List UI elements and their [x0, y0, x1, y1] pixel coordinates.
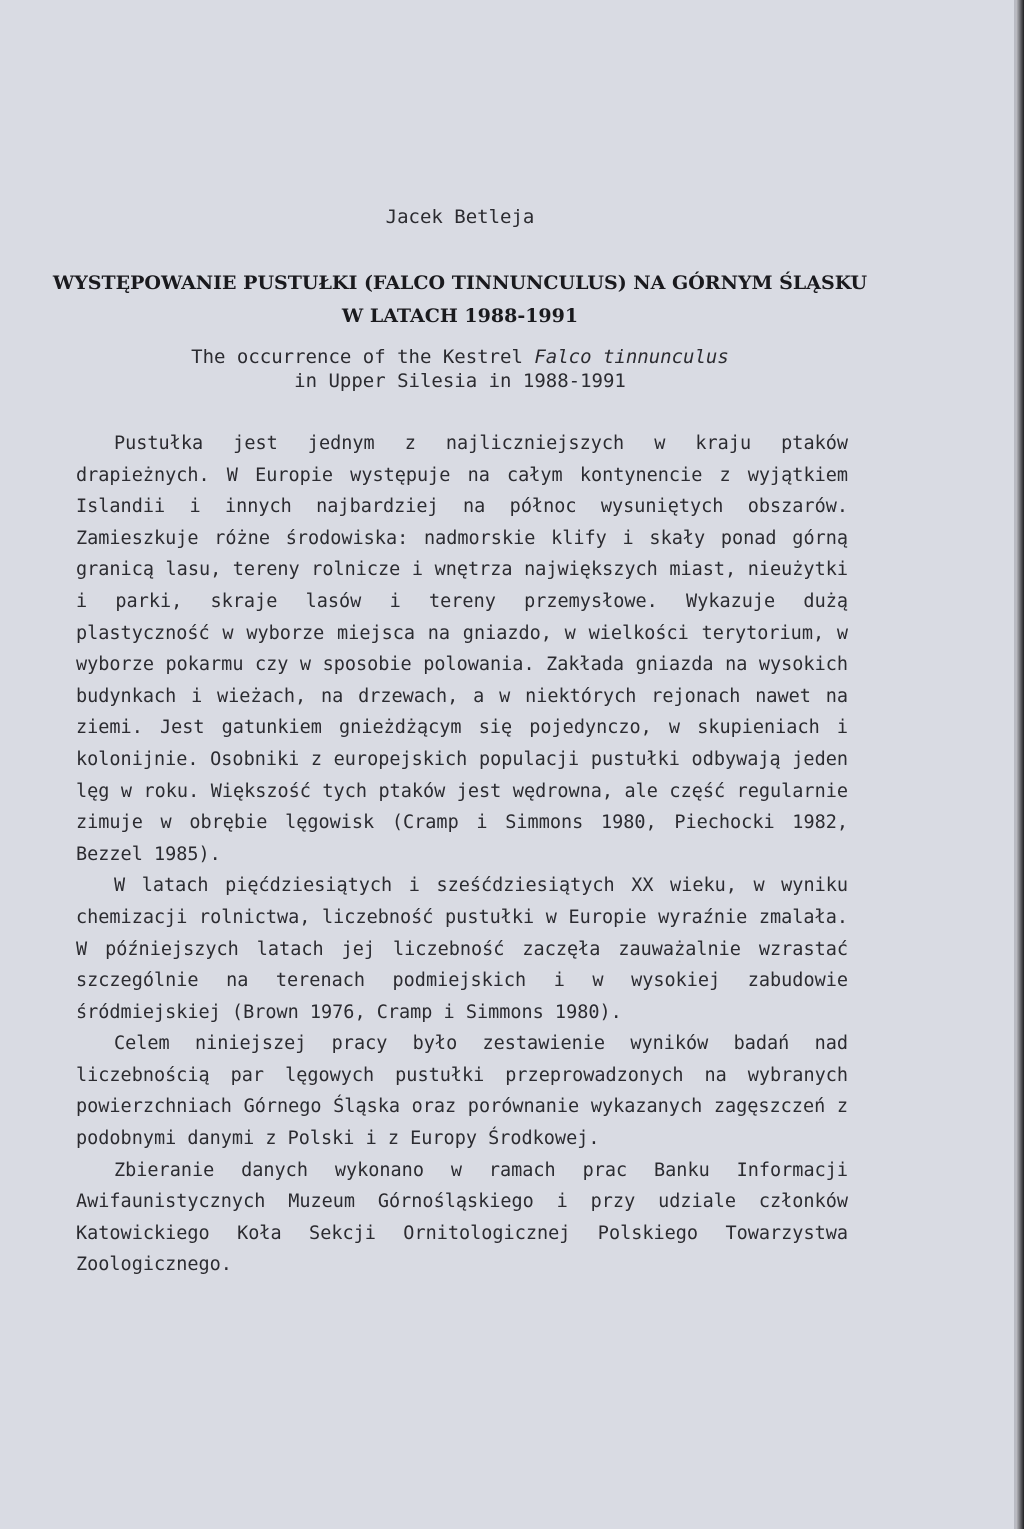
body-text: [76, 428, 848, 1281]
title-line-1: WYSTĘPOWANIE PUSTUŁKI (FALCO TINNUNCULUS) NA GÓRNYM ŚLĄSKU: [52, 272, 868, 294]
page-edge-shadow: [1016, 0, 1024, 1529]
species-name: Falco tinnunculus: [534, 346, 729, 368]
paragraph-4: Zbieranie danych wykonano w ramach prac Banku Informacji Awifaunistycznych Muzeum Górnośląskiego i przy udziale członków Katowickiego Koła Sekcji Ornitologicznej Polskiego Towarzystwa Zoologicznego.: [76, 1159, 848, 1276]
english-title-prefix: The occurrence of the Kestrel: [191, 346, 535, 368]
paragraph-3: Celem niniejszej pracy było zestawienie wyników badań nad liczebnością par lęgowych pustułki przeprowadzonych na wybranych powierzchniach Górnego Śląska oraz porównanie wykazanych zagęszczeń z podobnymi danymi z Polski i z Europy Środkowej.: [76, 1033, 848, 1150]
author-name: Jacek Betleja: [385, 206, 535, 228]
english-title-line-2: in Upper Silesia in 1988-1991: [294, 370, 626, 392]
title-line-2: W LATACH 1988-1991: [341, 305, 579, 327]
paragraph-1: Pustułka jest jednym z najliczniejszych w kraju ptaków drapieżnych. W Europie występuje na całym kontynencie z wyjątkiem Islandii i innych najbardziej na północ wysuniętych obszarów. Zamieszkuje różne środowiska: nadmorskie klify i skały ponad górną granicą lasu, tereny rolnicze i wnętrza największych miast, nieużytki i parki, skraje lasów i tereny przemysłowe. Wykazuje dużą plastyczność w wyborze miejsca na gniazdo, w wielkości terytorium, w wyborze pokarmu czy w sposobie polowania. Zakłada gniazda na wysokich budynkach i wieżach, na drzewach, a w niektórych rejonach nawet na ziemi. Jest gatunkiem gnieżdżącym się pojedynczo, w skupieniach i kolonijnie. Osobniki z europejskich populacji pustułki odbywają jeden lęg w roku. Większość tych ptaków jest wędrowna, ale część regularnie zimuje w obrębie lęgowisk (Cramp i Simmons 1980, Piechocki 1982, Bezzel 1985).: [76, 433, 848, 865]
paragraph-2: W latach pięćdziesiątych i sześćdziesiątych XX wieku, w wyniku chemizacji rolnictwa, liczebność pustułki w Europie wyraźnie zmalała. W późniejszych latach jej liczebność zaczęła zauważalnie wzrastać szczególnie na terenach podmiejskich i w wysokiej zabudowie śródmiejskiej (Brown 1976, Cramp i Simmons 1980).: [76, 875, 848, 1023]
english-title-line-1: [0, 346, 920, 368]
